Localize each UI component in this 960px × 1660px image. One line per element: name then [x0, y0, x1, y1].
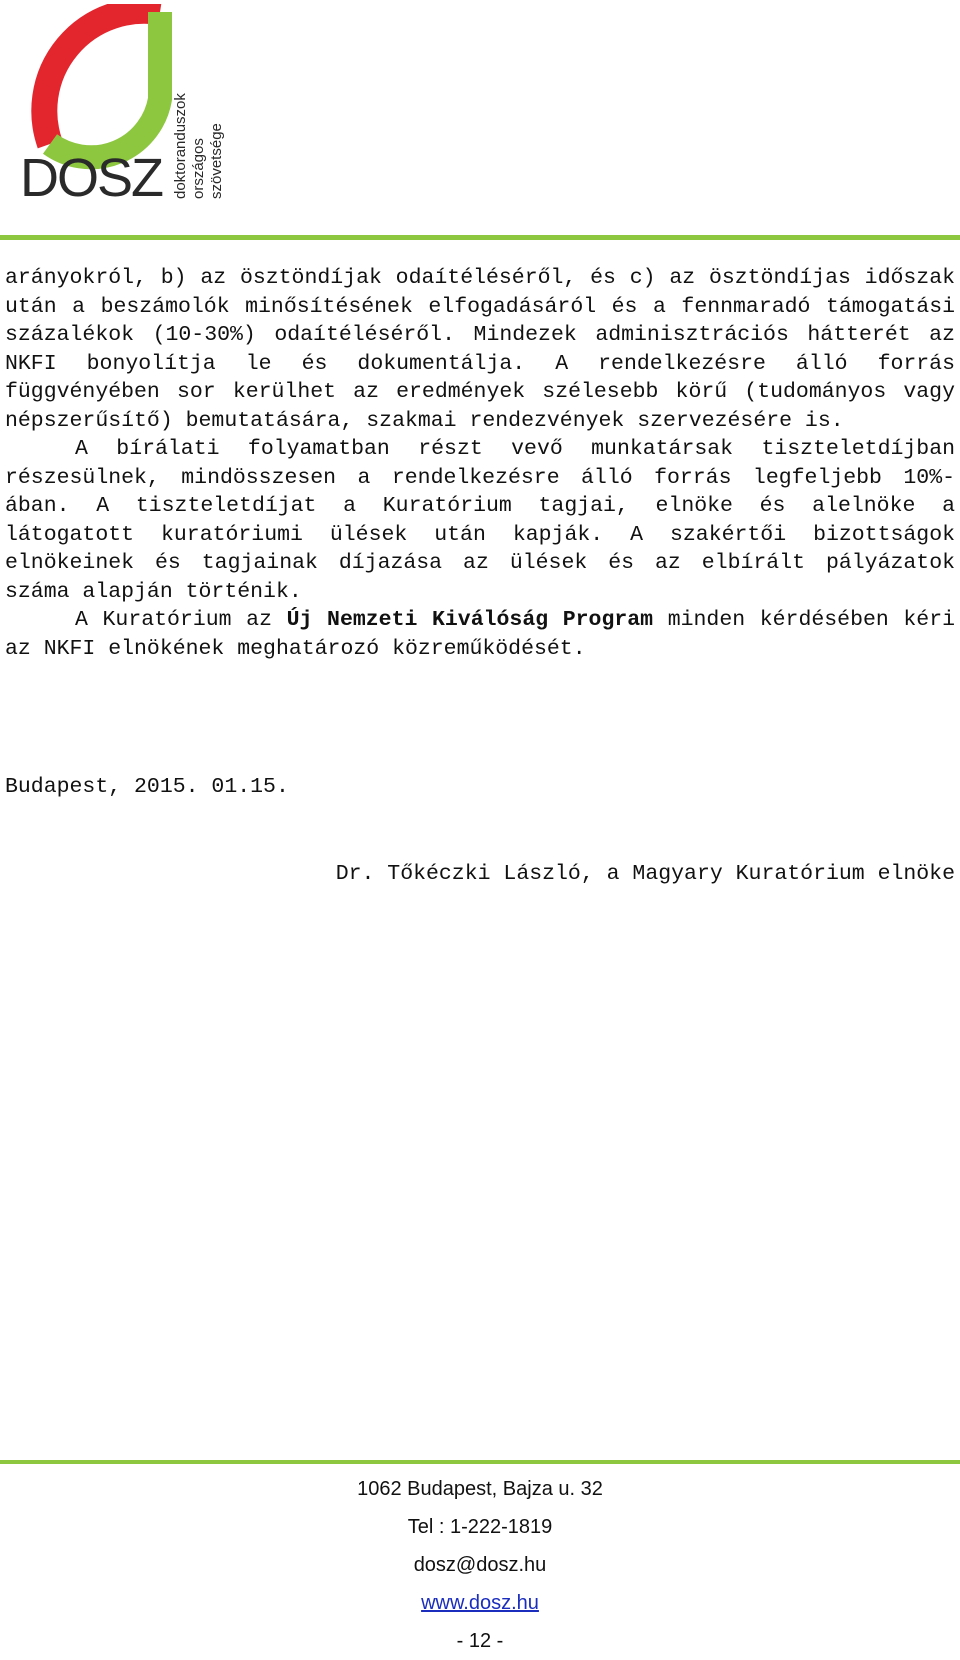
page-number: - 12 - [456, 1630, 504, 1652]
logo-wordmark: DOSZ [20, 148, 163, 208]
dosz-logo [10, 4, 250, 214]
paragraph-2: A bírálati folyamatban részt vevő munkatársak tiszteletdíjban részesülnek, mindösszesen a rendelkezésre álló forrás legfeljebb 10%-ában. A tiszteletdíjat a Kuratórium tagjai, elnöke és alelnöke a látogatott kuratóriumi ülések után kapják. A szakértői bizottságok elnökeinek és tagjainak díjazása az ülések és az elbírált pályázatok száma alapján történik. [5, 437, 955, 604]
paragraph-3 [5, 606, 955, 663]
page-header [0, 0, 960, 240]
paragraph-3-start: A Kuratórium az [75, 608, 287, 632]
website-link[interactable]: www.dosz.hu [421, 1592, 539, 1614]
logo-side-text-2: országos [190, 138, 207, 199]
program-name: Új Nemzeti Kiválóság Program [286, 608, 654, 632]
header-divider [0, 235, 960, 240]
paragraph-3-end: minden kérdésében kéri az NKFI elnökének meghatározó közreműködését. [5, 608, 956, 661]
logo-side-text-1: doktoranduszok [172, 93, 189, 199]
page-footer [0, 1470, 960, 1660]
paragraph-1: arányokról, b) az ösztöndíjak odaítéléséről, és c) az ösztöndíjas időszak után a beszámolók minősítésének elfogadásáról és a fennmaradó támogatási százalékok (10-30%) odaítéléséről. Mindezek adminisztrációs hátterét az NKFI bonyolítja le és dokumentálja. A rendelkezésre álló forrás függvényében sor kerülhet az eredmények szélesebb körű (tudományos vagy népszerűsítő) bemutatására, szakmai rendezvények szervezésére is. [5, 266, 955, 433]
footer-phone: Tel : 1-222-1819 [407, 1516, 553, 1538]
document-date: Budapest, 2015. 01.15. [5, 775, 289, 799]
logo-side-text-3: szövetsége [208, 123, 225, 199]
footer-divider [0, 1460, 960, 1464]
signature-line: Dr. Tőkéczki László, a Magyary Kuratórium elnöke [335, 862, 955, 886]
footer-address: 1062 Budapest, Bajza u. 32 [357, 1478, 603, 1500]
document-body [5, 264, 955, 663]
footer-email: dosz@dosz.hu [413, 1554, 547, 1576]
